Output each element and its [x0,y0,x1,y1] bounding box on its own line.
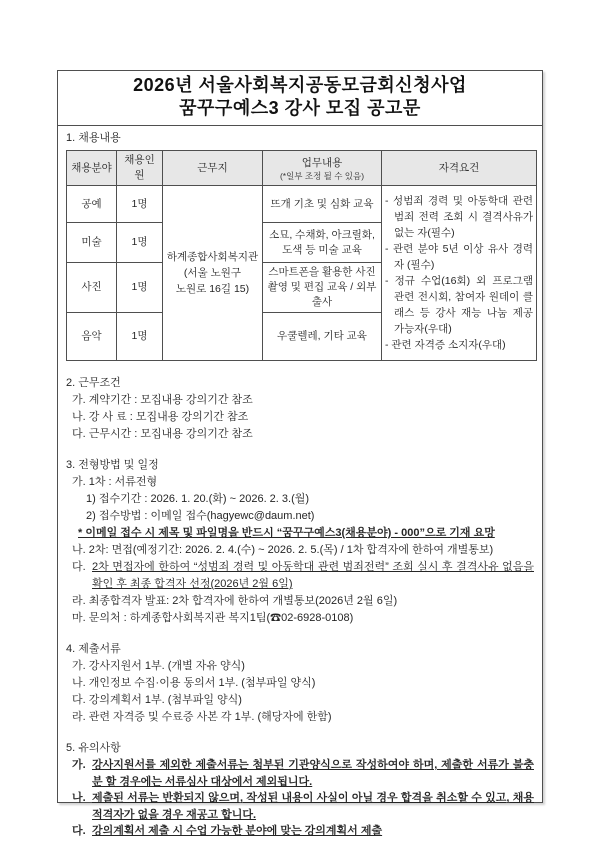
section5-item-a [66,757,534,790]
section5 [66,740,534,840]
col-header-duty-note: (*일부 조정 될 수 있음) [279,170,365,181]
col-header-workplace: 근무지 [163,151,263,186]
col-header-duty [263,151,382,186]
section1-heading: 1. 채용내용 [66,132,121,144]
recruitment-table [66,150,537,361]
cell-field: 음악 [67,313,117,361]
section5-item-a-prefix: 가. [72,759,86,771]
cell-count: 1명 [117,263,163,313]
section3-heading: 3. 전형방법 및 일정 [66,459,159,471]
section3-line-c-prefix: 다. [72,561,86,573]
qualification-item: - 관련 자격증 소지자(우대) [385,339,506,351]
section3 [66,457,534,627]
table-header-row [67,151,537,186]
section2-item: 나. 강 사 료 : 모집내용 강의기간 참조 [72,411,249,423]
section5-item-a-text: 강사지원서를 제외한 제출서류는 첨부된 기관양식으로 작성하여야 하며, 제출한 서류가 불충분 할 경우에는 서류심사 대상에서 제외됩니다. [92,759,534,788]
section2-heading: 2. 근무조건 [66,377,121,389]
cell-count: 1명 [117,313,163,361]
title-line-1: 2026년 서울사회복지공동모금회신청사업 [133,75,467,95]
section3-line-a1: 1) 접수기간 : 2026. 1. 20.(화) ~ 2026. 2. 3.(월) [86,493,310,505]
workplace-line: 노원로 16길 15) [175,283,250,295]
section4-item: 다. 강의계획서 1부. (첨부파일 양식) [72,694,242,706]
qualification-item: - 정규 수업(16회) 외 프로그램 관련 전시회, 참여자 원데이 클래스 등 강사 재능 나눔 제공 가능자(우대) [385,275,533,335]
cell-count: 1명 [117,223,163,263]
section2 [66,375,534,443]
title-line-2: 꿈꾸구예스3 강사 모집 공고문 [179,98,421,118]
section2-item: 가. 계약기간 : 모집내용 강의기간 참조 [72,394,253,406]
cell-field: 사진 [67,263,117,313]
section4-item: 나. 개인정보 수집·이용 동의서 1부. (첨부파일 양식) [72,677,316,689]
cell-duty: 우쿨렐레, 기타 교육 [263,313,382,361]
workplace-line: (서울 노원구 [183,267,242,279]
section2-item: 다. 근무시간 : 모집내용 강의기간 참조 [72,428,253,440]
section4-heading: 4. 제출서류 [66,643,121,655]
section4-item: 가. 강사지원서 1부. (개별 자유 양식) [72,660,245,672]
section5-heading: 5. 유의사항 [66,742,121,754]
col-header-field: 채용분야 [67,151,117,186]
col-header-duty-label: 업무내용 [301,156,343,169]
notice-document [57,70,543,837]
section5-item-c-text: 강의계획서 제출 시 수업 가능한 분야에 맞는 강의계획서 제출 [92,825,383,837]
section3-line-c [66,559,534,593]
section3-line-a: 가. 1차 : 서류전형 [72,476,158,488]
cell-field: 미술 [67,223,117,263]
section5-item-c-prefix: 다. [72,825,86,837]
cell-workplace [163,186,263,361]
section3-line-c-text: 2차 면접자에 한하여 “성범죄 경력 및 아동학대 관련 범죄전력” 조회 실시 후 결격사유 없음을 확인 후 최종 합격자 선정(2026년 2월 6일) [92,561,534,590]
section5-item-c [66,823,534,840]
qualification-item: - 관련 분야 5년 이상 유사 경력자 (필수) [385,243,533,271]
section4-item: 라. 관련 자격증 및 수료증 사본 각 1부. (해당자에 한함) [72,711,332,723]
table-row-crafts [67,186,537,223]
section5-item-b-prefix: 나. [72,792,86,804]
section3-line-a2: 2) 접수방법 : 이메일 접수(hagyewc@daum.net) [86,510,315,522]
section3-email-note: * 이메일 접수 시 제목 및 파일명을 반드시 “꿈꾸구예스3(채용분야) - 000”으로 기재 요망 [78,527,495,539]
cell-qualifications [382,186,537,361]
section5-item-b-text: 제출된 서류는 반환되지 않으며, 작성된 내용이 사실이 아닐 경우 합격을 취소할 수 있고, 채용적격자가 없을 경우 재공고 합니다. [92,792,534,821]
section5-item-b [66,790,534,823]
qualification-item: - 성범죄 경력 및 아동학대 관련 범죄 전력 조회 시 결격사유가 없는 자(필수) [385,195,533,239]
section3-line-b: 나. 2차: 면접(예정기간: 2026. 2. 4.(수) ~ 2026. 2. 5.(목) / 1차 합격자에 한하여 개별통보) [72,544,494,556]
document-title [58,71,542,126]
cell-field: 공예 [67,186,117,223]
cell-duty: 뜨개 기초 및 심화 교육 [263,186,382,223]
col-header-qualification: 자격요건 [382,151,537,186]
section3-line-e: 마. 문의처 : 하계종합사회복지관 복지1팀(☎02-6928-0108) [72,612,354,624]
cell-duty: 스마트폰을 활용한 사진 촬영 및 편집 교육 / 외부 출사 [263,263,382,313]
col-header-count: 채용인원 [117,151,163,186]
cell-count: 1명 [117,186,163,223]
section4 [66,641,534,726]
workplace-line: 하계종합사회복지관 [166,251,259,263]
section3-line-d: 라. 최종합격자 발표: 2차 합격자에 한하여 개별통보(2026년 2월 6일) [72,595,398,607]
document-body [58,126,542,840]
cell-duty: 소묘, 수채화, 아크릴화, 도색 등 미술 교육 [263,223,382,263]
